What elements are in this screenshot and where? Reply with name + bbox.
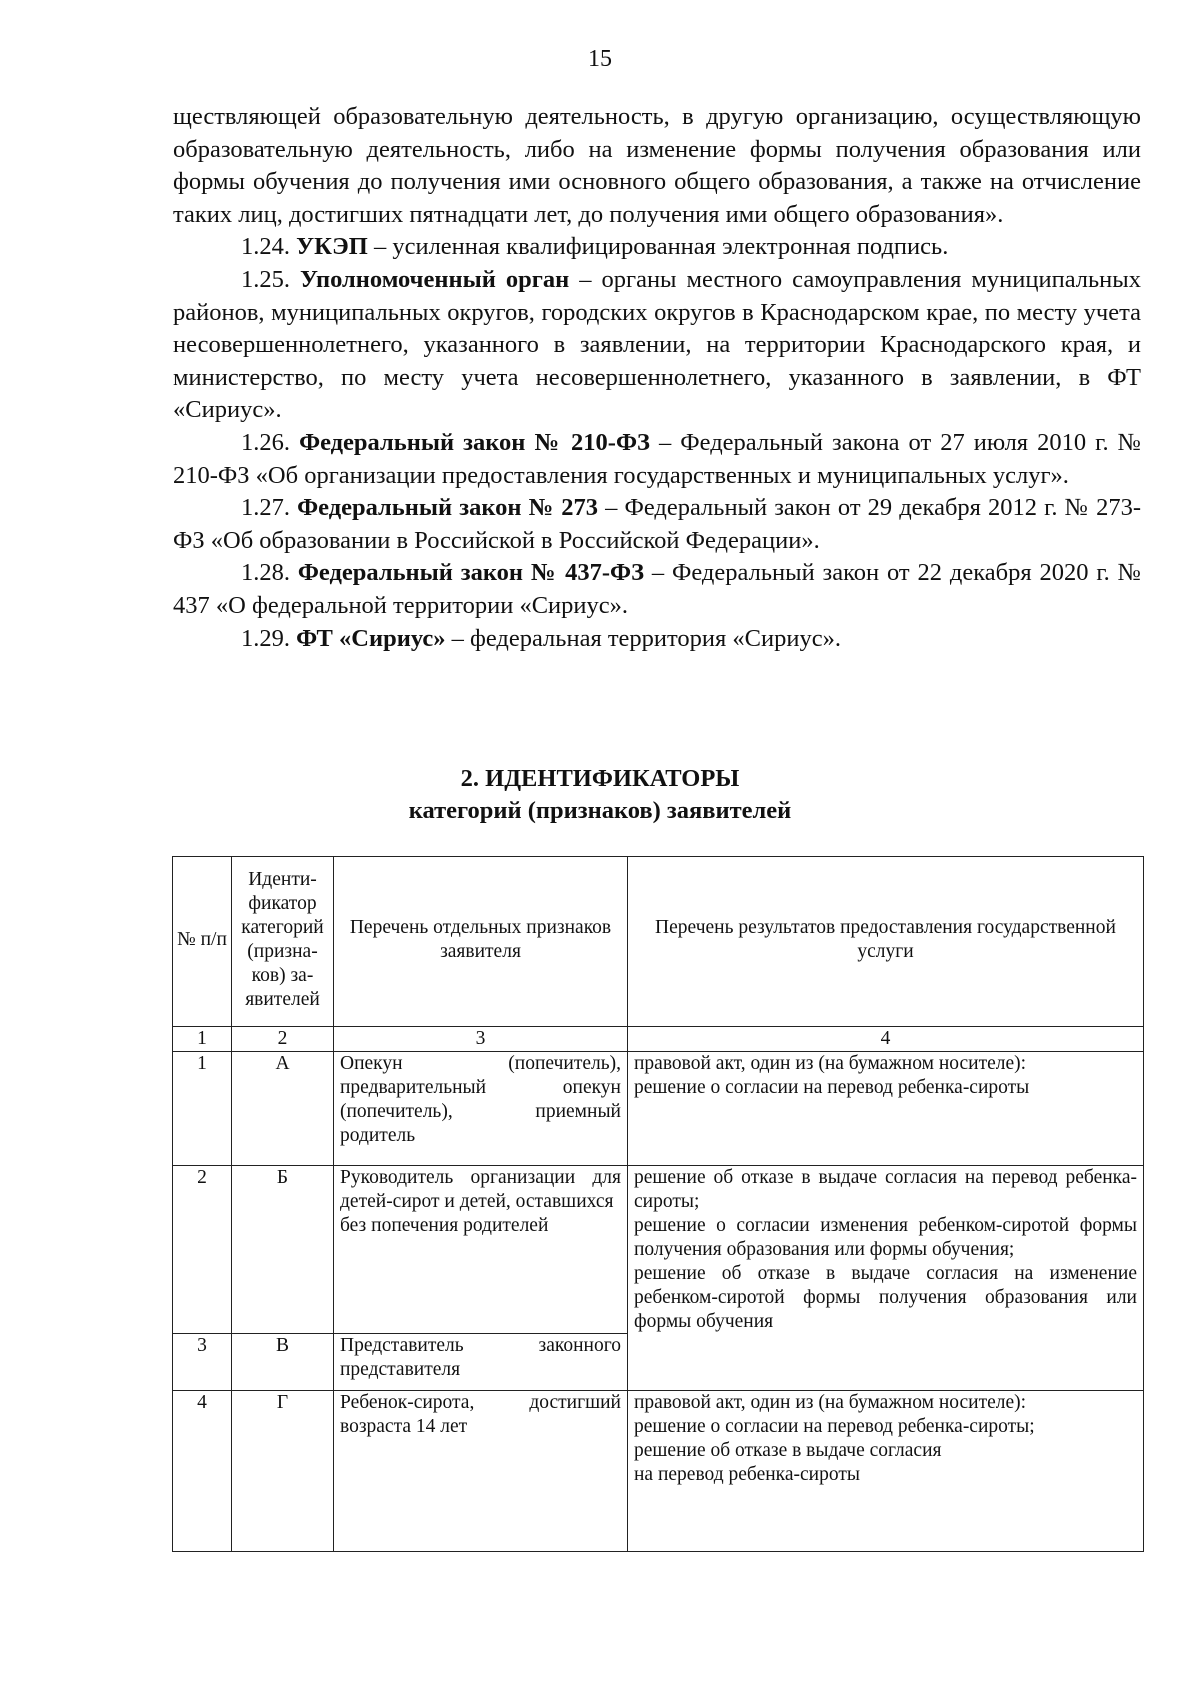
row-signs: Опекун (попечитель), предварительный опекун (попечитель), приемный родитель	[334, 1052, 628, 1166]
document-body	[173, 101, 1141, 655]
table-row	[173, 1391, 1144, 1552]
column-number: 4	[628, 1027, 1144, 1052]
table-row	[173, 1166, 1144, 1334]
definition-1-26: 1.26. Федеральный закон № 210-ФЗ – Федеральный закона от 27 июля 2010 г. № 210-ФЗ «Об организации предоставления государственных и муниципальных услуг».	[173, 428, 1142, 489]
row-number: 1	[173, 1052, 232, 1166]
page-number: 15	[588, 46, 612, 72]
row-identifier: Г	[232, 1391, 334, 1552]
row-identifier: Б	[232, 1166, 334, 1334]
row-results-merged: решение об отказе в выдаче согласия на перевод ребенка-сироты; решение о согласии изменения ребенком-сиротой формы получения образования или формы обучения; решение об отказе в выдаче согласия на изменение ребенком-сиротой формы получения образования или формы обучения	[628, 1166, 1144, 1391]
row-results: правовой акт, один из (на бумажном носителе): решение о согласии на перевод ребенка-сироты	[628, 1052, 1144, 1166]
table-row	[173, 1052, 1144, 1166]
row-number: 3	[173, 1334, 232, 1391]
term-ft-sirius: ФТ «Сириус»	[296, 624, 446, 652]
definition-1-25: 1.25. Уполномоченный орган – органы местного самоуправления муниципальных районов, муниципальных округов, городских округов в Краснодарском крае, по месту учета несовершеннолетнего, указанного в заявлении, на территории Краснодарского края, и министерство, по месту учета несовершеннолетнего, указанного в заявлении, в ФТ «Сириус».	[173, 265, 1142, 424]
definition-1-24: 1.24. УКЭП – усиленная квалифицированная электронная подпись.	[241, 233, 949, 261]
section-heading	[0, 763, 1200, 827]
row-signs: Руководитель организации для детей-сирот и детей, оставшихся без попечения родителей	[334, 1166, 628, 1334]
row-results: правовой акт, один из (на бумажном носителе): решение о согласии на перевод ребенка-сироты; решение об отказе в выдаче согласия на перевод ребенка-сироты	[628, 1391, 1144, 1552]
definition-1-28: 1.28. Федеральный закон № 437-ФЗ – Федеральный закон от 22 декабря 2020 г. № 437 «О федеральной территории «Сириус».	[173, 559, 1141, 619]
column-number-row	[173, 1027, 1144, 1052]
header-results: Перечень результатов предоставления государственной услуги	[628, 857, 1144, 1027]
identifiers-table	[172, 856, 1144, 1552]
header-number: № п/п	[173, 857, 232, 1027]
header-identifier: Иденти-фикатор категорий (призна-ков) за-явителей	[232, 857, 334, 1027]
term-ukep: УКЭП	[296, 233, 368, 261]
term-law-273: Федеральный закон № 273	[297, 494, 599, 522]
row-number: 2	[173, 1166, 232, 1334]
definition-1-29: 1.29. ФТ «Сириус» – федеральная территория «Сириус».	[241, 624, 841, 652]
row-identifier: В	[232, 1334, 334, 1391]
row-signs: Ребенок-сирота, достигший возраста 14 лет	[334, 1391, 628, 1552]
column-number: 2	[232, 1027, 334, 1052]
term-law-210: Федеральный закон № 210-ФЗ	[299, 428, 650, 456]
header-signs: Перечень отдельных признаков заявителя	[334, 857, 628, 1027]
paragraph-continuation: ществляющей образовательную деятельность, в другую организацию, осуществляющую образовательную деятельность, либо на изменение формы получения образования или формы обучения до получения ими основного общего образования, а также на отчисление таких лиц, достигших пятнадцати лет, до получения ими общего образования».	[173, 103, 1141, 228]
row-number: 4	[173, 1391, 232, 1552]
column-number: 3	[334, 1027, 628, 1052]
term-law-437: Федеральный закон № 437-ФЗ	[297, 559, 645, 587]
row-identifier: А	[232, 1052, 334, 1166]
section-subtitle: категорий (признаков) заявителей	[408, 797, 792, 824]
definition-1-27: 1.27. Федеральный закон № 273 – Федеральный закон от 29 декабря 2012 г. № 273-ФЗ «Об образовании в Российской в Российской Федерации».	[173, 494, 1142, 554]
section-title: 2. ИДЕНТИФИКАТОРЫ	[460, 765, 740, 792]
column-number: 1	[173, 1027, 232, 1052]
table-header-row	[173, 857, 1144, 1027]
term-authorized-body: Уполномоченный орган	[300, 265, 570, 293]
row-signs: Представитель законного представителя	[334, 1334, 628, 1391]
